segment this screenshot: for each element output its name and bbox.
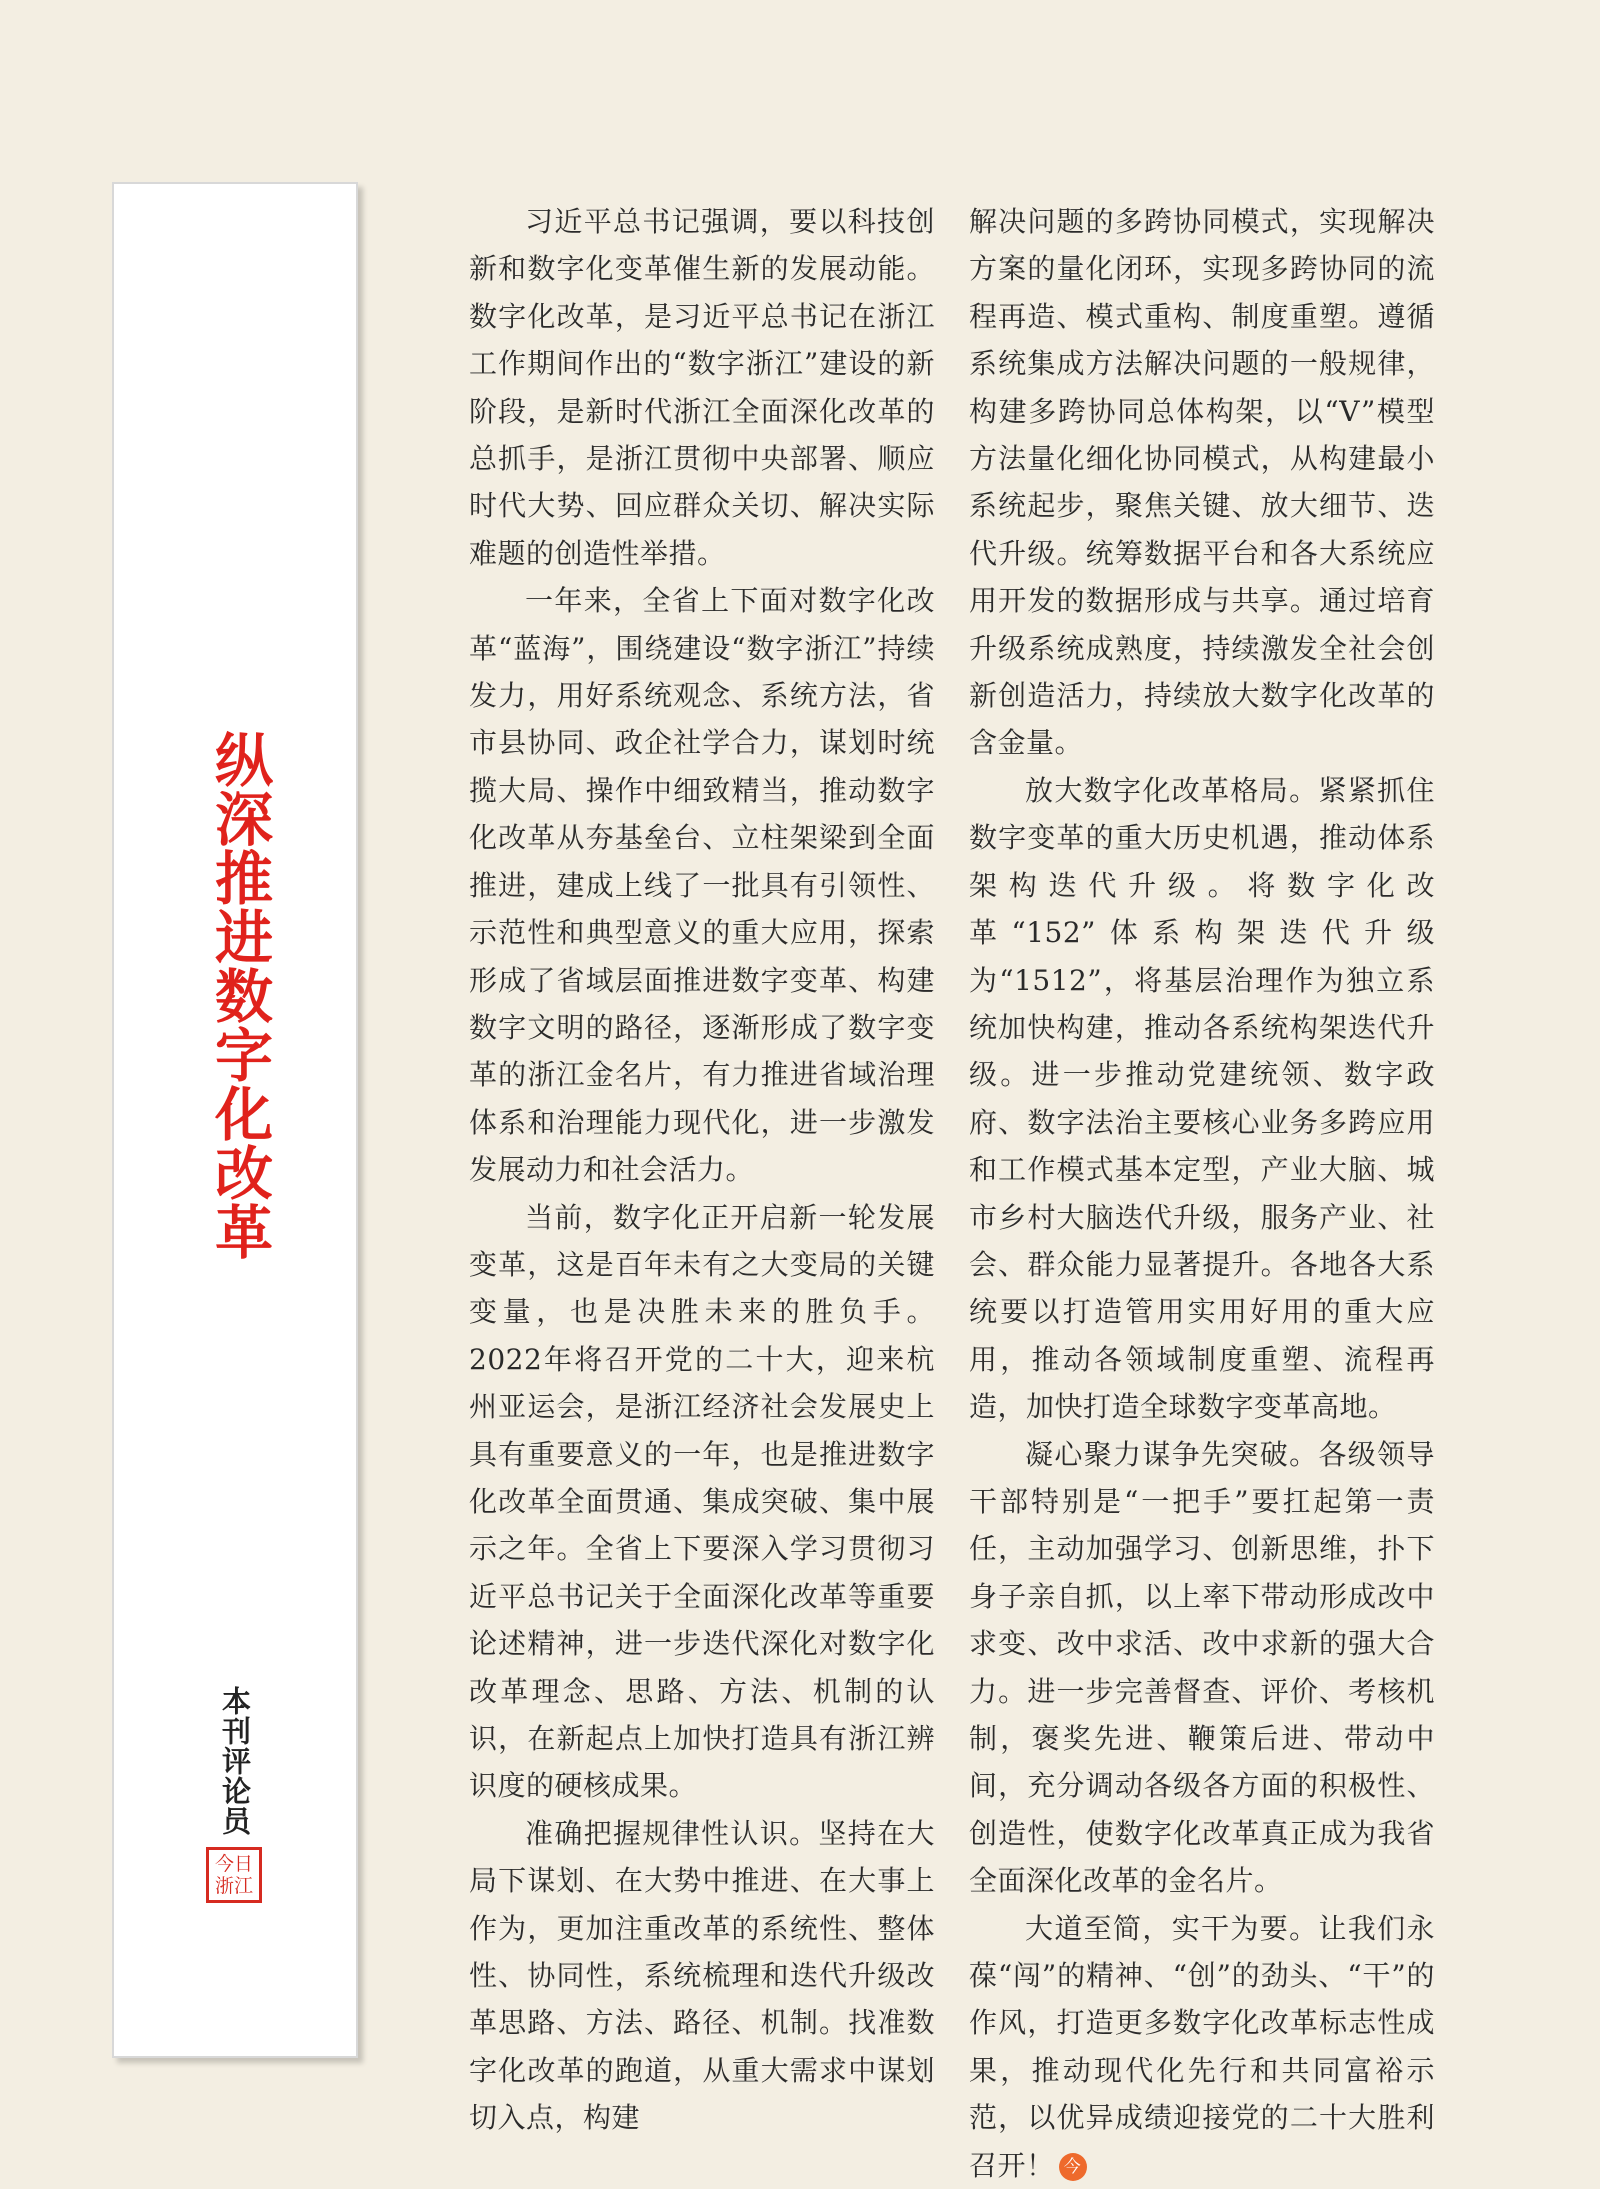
paragraph-final: [969, 1905, 1435, 2189]
article-title: 纵深推进数字化改革: [205, 730, 273, 1261]
publication-seal: 今日浙江: [206, 1847, 262, 1903]
end-mark-icon: 今: [1059, 2153, 1087, 2181]
paragraph: 准确把握规律性认识。坚持在大局下谋划、在大势中推进、在大事上作为，更加注重改革的系统性、整体性、协同性，系统梳理和迭代升级改革思路、方法、路径、机制。找准数字化改革的跑道，从重大需求中谋划切入点，构建: [469, 1816, 935, 2135]
paragraph: 放大数字化改革格局。紧紧抓住数字变革的重大历史机遇，推动体系架构迭代升级。将数字化改革“152”体系构架迭代升级为“1512”，将基层治理作为独立系统加快构建，推动各系统构架迭代升级。进一步推动党建统领、数字政府、数字法治主要核心业务多跨应用和工作模式基本定型，产业大脑、城市乡村大脑迭代升级，服务产业、社会、群众能力显著提升。各地各大系统要以打造管用实用好用的重大应用，推动各领域制度重塑、流程再造，加快打造全球数字变革高地。: [969, 773, 1435, 1424]
paragraph: 当前，数字化正开启新一轮发展变革，这是百年未有之大变局的关键变量，也是决胜未来的胜负手。2022年将召开党的二十大，迎来杭州亚运会，是浙江经济社会发展史上具有重要意义的一年，也是推进数字化改革全面贯通、集成突破、集中展示之年。全省上下要深入学习贯彻习近平总书记关于全面深化改革等重要论述精神，进一步迭代深化对数字化改革理念、思路、方法、机制的认识，在新起点上加快打造具有浙江辨识度的硬核成果。: [469, 1200, 935, 1803]
paragraph: 一年来，全省上下面对数字化改革“蓝海”，围绕建设“数字浙江”持续发力，用好系统观念、系统方法，省市县协同、政企社学合力，谋划时统揽大局、操作中细致精当，推动数字化改革从夯基垒台、立柱架梁到全面推进，建成上线了一批具有引领性、示范性和典型意义的重大应用，探索形成了省域层面推进数字变革、构建数字文明的路径，逐渐形成了数字变革的浙江金名片，有力推进省域治理体系和治理能力现代化，进一步激发发展动力和社会活力。: [469, 584, 935, 1187]
paragraph-continued: 解决问题的多跨协同模式，实现解决方案的量化闭环，实现多跨协同的流程再造、模式重构、制度重塑。遵循系统集成方法解决问题的一般规律，构建多跨协同总体构架，以“V”模型方法量化细化协同模式，从构建最小系统起步，聚焦关键、放大细节、迭代升级。统筹数据平台和各大系统应用开发的数据形成与共享。通过培育升级系统成熟度，持续激发全社会创新创造活力，持续放大数字化改革的含金量。: [969, 205, 1435, 760]
article-author: 本刊评论员: [218, 1686, 252, 1836]
paragraph: 习近平总书记强调，要以科技创新和数字化变革催生新的发展动能。数字化改革，是习近平总书记在浙江工作期间作出的“数字浙江”建设的新阶段，是新时代浙江全面深化改革的总抓手，是浙江贯彻中央部署、顺应时代大势、回应群众关切、解决实际难题的创造性举措。: [469, 205, 935, 570]
final-paragraph-text: 大道至简，实干为要。让我们永葆“闯”的精神、“创”的劲头、“干”的作风，打造更多数字化改革标志性成果，推动现代化先行和共同富裕示范，以优异成绩迎接党的二十大胜利召开！: [969, 1911, 1435, 2182]
paragraph: 凝心聚力谋争先突破。各级领导干部特别是“一把手”要扛起第一责任，主动加强学习、创新思维，扑下身子亲自抓，以上率下带动形成改中求变、改中求活、改中求新的强大合力。进一步完善督查、评价、考核机制，褒奖先进、鞭策后进、带动中间，充分调动各级各方面的积极性、创造性，使数字化改革真正成为我省全面深化改革的金名片。: [969, 1437, 1435, 1898]
article-column-2: [969, 198, 1435, 2189]
article-column-1: [469, 198, 935, 2142]
